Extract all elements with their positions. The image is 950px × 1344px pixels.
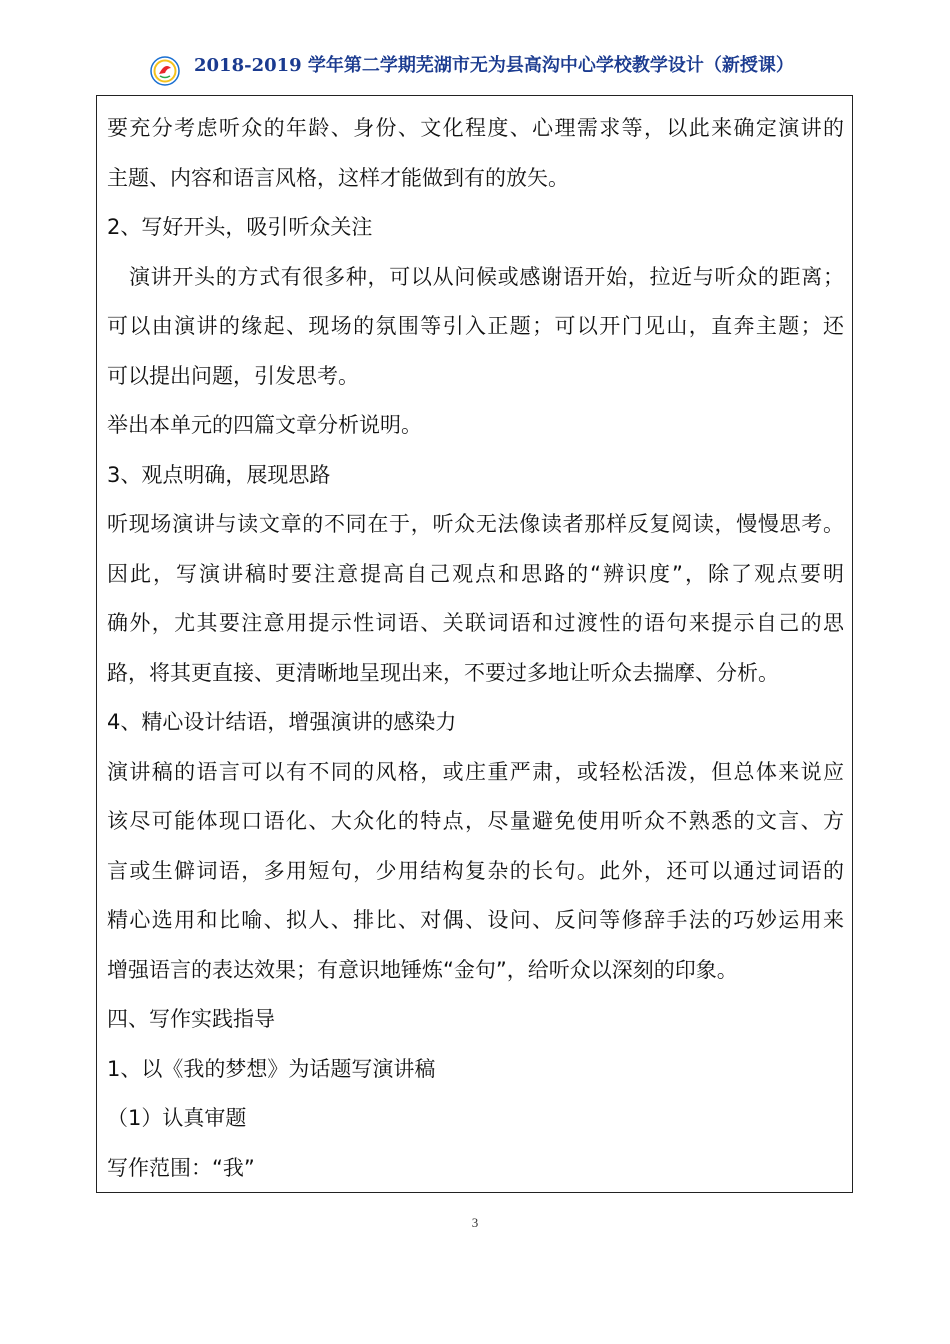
text-line: 路，将其更直接、更清晰地呈现出来，不要过多地让听众去揣摩、分析。 <box>107 660 779 685</box>
section-heading: 4、精心设计结语，增强演讲的感染力 <box>107 710 457 734</box>
text-line: 演讲开头的方式有很多种，可以从问候或感谢语开始，拉近与听众的距离； <box>129 264 844 289</box>
text-line: 因此，写演讲稿时要注意提高自己观点和思路的“辨识度”，除了观点要明 <box>107 561 844 586</box>
section-heading: 2、写好开头，吸引听众关注 <box>107 215 373 239</box>
text-line: 演讲稿的语言可以有不同的风格，或庄重严肃，或轻松活泼，但总体来说应 <box>107 759 844 784</box>
text-line: 可以由演讲的缘起、现场的氛围等引入正题；可以开门见山，直奔主题；还 <box>107 314 844 338</box>
text-line: 增强语言的表达效果；有意识地锤炼“金句”，给听众以深刻的印象。 <box>107 957 738 982</box>
text-line: 确外，尤其要注意用提示性词语、关联词语和过渡性的语句来提示自己的思 <box>107 611 844 635</box>
text-line: 言或生僻词语，多用短句，少用结构复杂的长句。此外，还可以通过词语的 <box>107 858 844 883</box>
text-line: 举出本单元的四篇文章分析说明。 <box>107 413 422 437</box>
text-line: 写作范围：“我” <box>107 1155 255 1180</box>
text-line: 该尽可能体现口语化、大众化的特点，尽量避免使用听众不熟悉的文言、方 <box>107 809 844 833</box>
text-line: 精心选用和比喻、拟人、排比、对偶、设问、反问等修辞手法的巧妙运用来 <box>107 908 844 932</box>
text-line: 可以提出问题，引发思考。 <box>107 363 359 388</box>
section-heading: 四、写作实践指导 <box>107 1007 275 1031</box>
content-table-cell <box>96 95 853 1193</box>
page-number: 3 <box>471 1215 479 1230</box>
sub-heading: （1）认真审题 <box>107 1106 247 1130</box>
text-line: 听现场演讲与读文章的不同在于，听众无法像读者那样反复阅读，慢慢思考。 <box>107 512 844 536</box>
text-line: 主题、内容和语言风格，这样才能做到有的放矢。 <box>107 165 569 190</box>
header-title: 2018-2019 学年第二学期芜湖市无为县高沟中心学校教学设计（新授课） <box>194 55 794 76</box>
section-heading: 3、观点明确，展现思路 <box>107 462 331 487</box>
school-logo-icon <box>150 56 180 86</box>
content-text <box>107 104 844 1193</box>
text-line: 要充分考虑听众的年龄、身份、文化程度、心理需求等，以此来确定演讲的 <box>107 116 844 140</box>
page-header <box>150 54 850 94</box>
section-heading: 1、以《我的梦想》为话题写演讲稿 <box>107 1056 436 1081</box>
